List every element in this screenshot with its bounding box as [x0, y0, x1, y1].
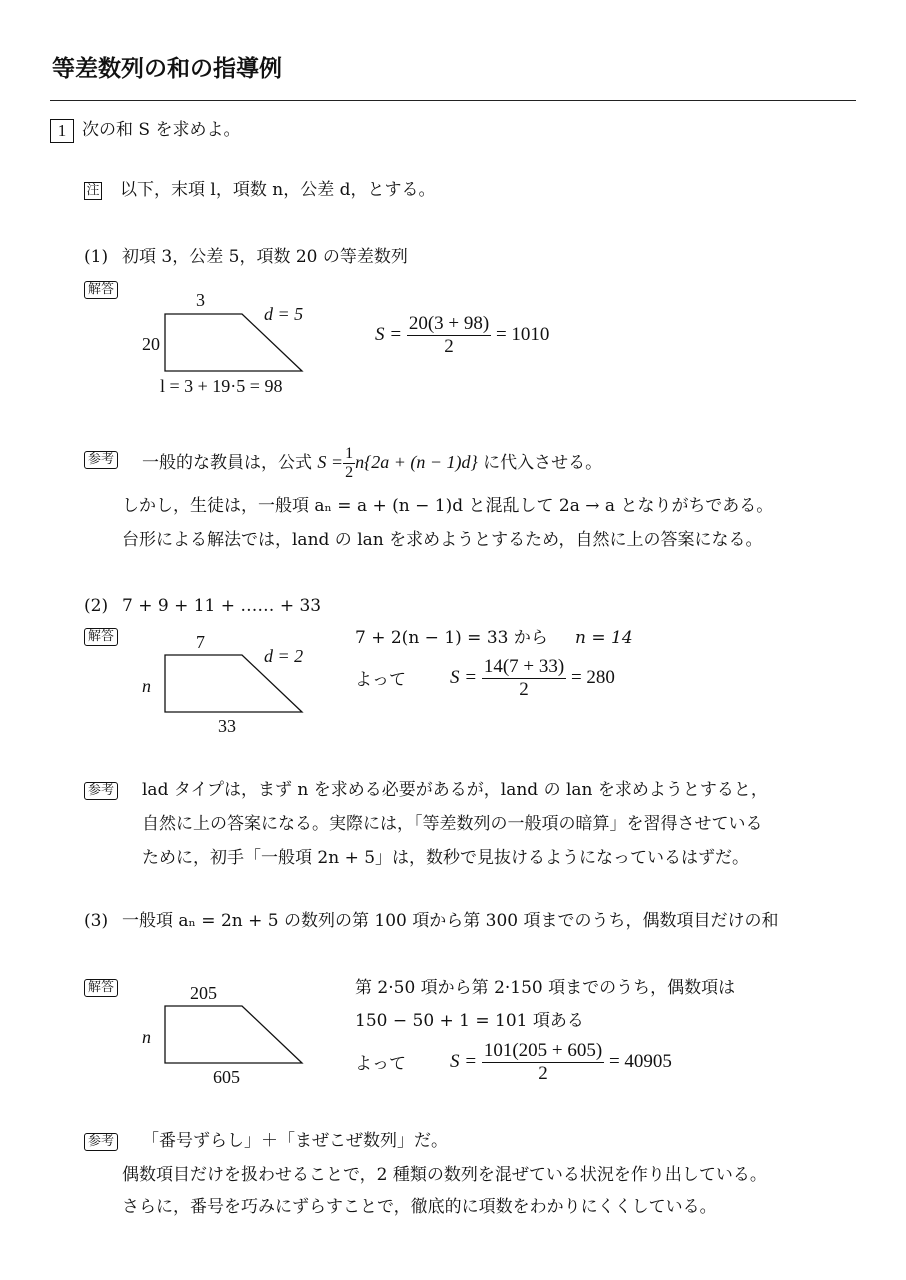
part2-question: 7 + 9 + 11 + …… + 33 — [122, 596, 322, 616]
part1-ref-post: に代入させる。 — [483, 453, 603, 473]
part2-eq-lhs: S = — [450, 666, 478, 688]
part3-reference-tag: 参考 — [84, 1133, 118, 1151]
part3-question: 一般項 aₙ = 2n + 5 の数列の第 100 項から第 300 項までのうち，偶数項目だけの和 — [122, 911, 779, 931]
problem-number: 1 — [50, 119, 74, 143]
part2-fig-left: n — [142, 676, 151, 696]
part2-eq-num: 14(7 + 33) — [483, 656, 565, 677]
part2-line2-pre: よって — [355, 670, 406, 690]
part3-fig-top: 205 — [190, 983, 217, 1003]
note-tag: 注 — [84, 182, 102, 200]
part3-trapezoid — [165, 1006, 302, 1063]
page-title: 等差数列の和の指導例 — [52, 56, 282, 82]
part2-reference-tag: 参考 — [84, 782, 118, 800]
part3-fig-left: n — [142, 1027, 151, 1047]
part1-ref-formula-num: 1 — [345, 445, 354, 463]
part1-ref-line2: しかし，生徒は，一般項 aₙ = a + (n − 1)d と混乱して 2a → a となりがちである。 — [122, 496, 774, 516]
part1-reference-tag: 参考 — [84, 451, 118, 469]
part2-ref-line1: lad タイプは，まず n を求める必要があるが，land の lan を求めようとすると， — [142, 780, 768, 800]
part1-label: (1) — [84, 247, 109, 267]
part1-fig-top: 3 — [196, 290, 205, 310]
part1-ref-formula-den: 2 — [345, 464, 354, 482]
part2-fig-bottom: 33 — [218, 716, 236, 736]
part2-ref-line3: ために，初手「一般項 2n + 5」は，数秒で見抜けるようになっているはずだ。 — [142, 848, 750, 868]
part2-ref-line2: 自然に上の答案になる。実際には，「等差数列の一般項の暗算」を習得させている — [142, 814, 763, 834]
part3-line2: 150 − 50 + 1 = 101 項ある — [355, 1011, 584, 1031]
part1-question: 初項 3，公差 5，項数 20 の等差数列 — [122, 247, 408, 267]
part1-eq-num: 20(3 + 98) — [408, 313, 490, 334]
part2-answer-tag: 解答 — [84, 628, 118, 646]
part2-line1-result: n = 14 — [575, 628, 633, 648]
part2-line1: 7 + 2(n − 1) = 33 から — [355, 628, 548, 648]
part1-fig-left: 20 — [142, 334, 160, 354]
part1-ref-formula-rhs: n{2a + (n − 1)d} — [355, 452, 478, 472]
part3-ref-line3: さらに，番号を巧みにずらすことで，徹底的に項数をわかりにくくしている。 — [122, 1197, 717, 1217]
part1-answer-tag: 解答 — [84, 281, 118, 299]
part1-eq-lhs: S = — [375, 323, 403, 345]
part2-label: (2) — [84, 596, 109, 616]
part1-fig-d: d = 5 — [264, 304, 304, 324]
part3-eq-lhs: S = — [450, 1050, 478, 1072]
part1-ref-line3: 台形による解法では，land の lan を求めようとするため，自然に上の答案になる。 — [122, 530, 763, 550]
part3-ref-line2: 偶数項目だけを扱わせることで，2 種類の数列を混ぜている状況を作り出している。 — [122, 1165, 767, 1185]
problem-prompt: 次の和 S を求めよ。 — [82, 120, 241, 140]
part3-eq-den: 2 — [538, 1063, 548, 1084]
part3-fig-bottom: 605 — [213, 1067, 240, 1087]
part3-label: (3) — [84, 911, 109, 931]
part2-fig-d: d = 2 — [264, 646, 304, 666]
part3-line3-pre: よって — [355, 1054, 406, 1074]
part3-answer-tag: 解答 — [84, 979, 118, 997]
part3-eq-rhs: = 40905 — [608, 1050, 672, 1072]
part3-ref-line1: 「番号ずらし」＋「まぜこぜ数列」だ。 — [142, 1131, 448, 1151]
part2-eq-rhs: = 280 — [570, 666, 615, 688]
part1-fig-bottom: l = 3 + 19·5 = 98 — [160, 376, 283, 396]
part1-eq-den: 2 — [444, 336, 454, 357]
part3-equation — [450, 1040, 672, 1085]
part1-ref-formula-lhs: S = — [317, 452, 344, 472]
part2-fig-top: 7 — [196, 632, 205, 652]
part2-eq-den: 2 — [519, 679, 529, 700]
part3-eq-num: 101(205 + 605) — [483, 1040, 603, 1061]
part1-eq-rhs: = 1010 — [495, 323, 550, 345]
part1-ref-pre: 一般的な教員は，公式 — [142, 453, 312, 473]
part3-line1: 第 2·50 項から第 2·150 項までのうち，偶数項は — [355, 978, 736, 998]
note-text: 以下，末項 l，項数 n，公差 d，とする。 — [120, 180, 436, 200]
